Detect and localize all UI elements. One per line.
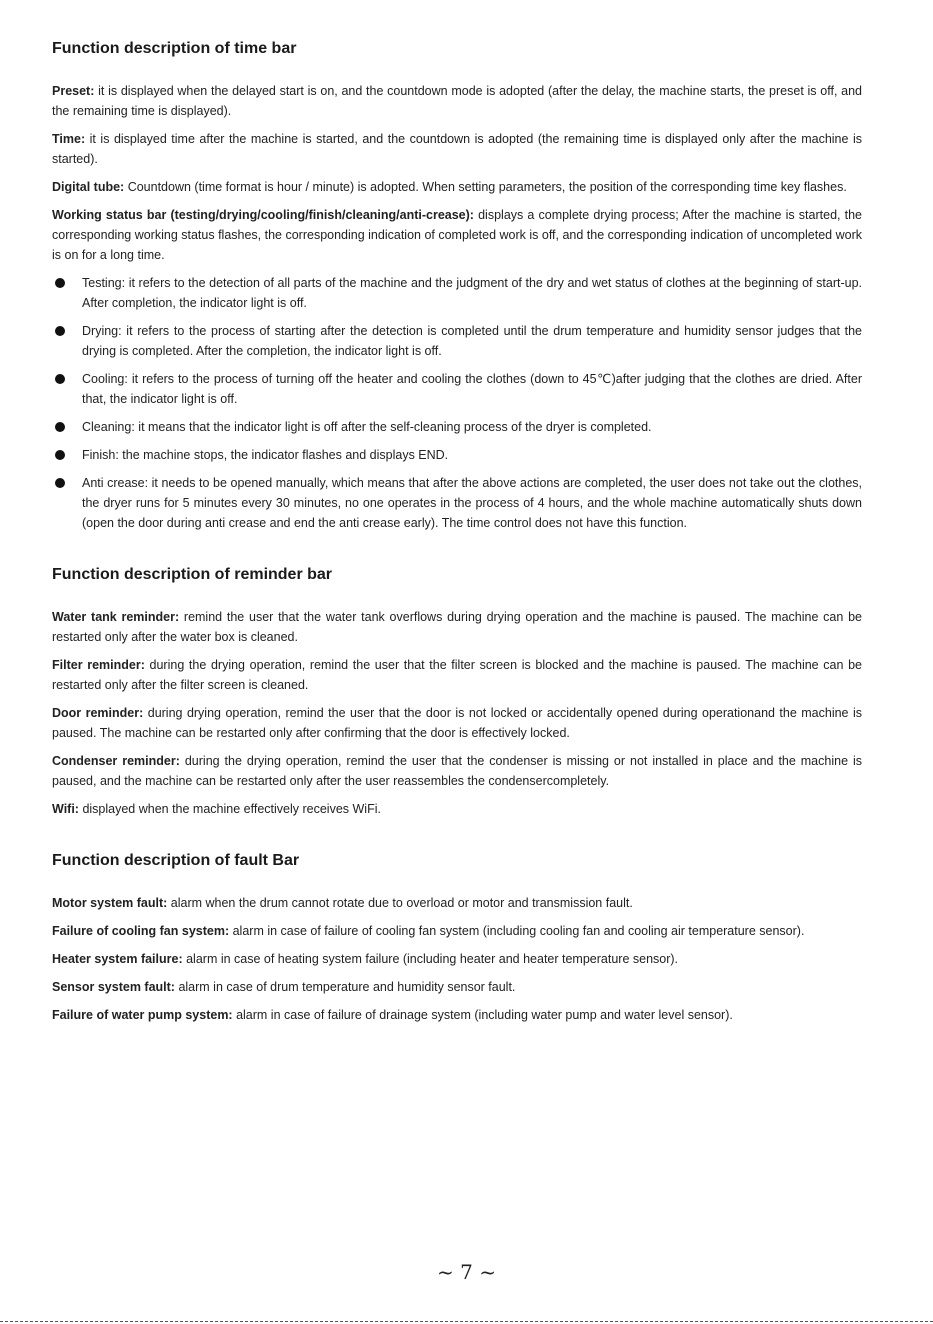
list-item-text: Cooling: it refers to the process of turning off the heater and cooling the clothes (down to 45℃)after judging that the clothes are dried. After that, the indicator light is off. — [82, 372, 862, 406]
heater-fault — [52, 949, 862, 969]
bullet-icon — [55, 278, 65, 288]
heater-fault-text: alarm in case of heating system failure (including heater and heater temperature sensor). — [182, 952, 679, 966]
list-item-text: Drying: it refers to the process of starting after the detection is completed until the drum temperature and humidity sensor judges that the drying is completed. After the completion, the indicator light is off. — [82, 324, 862, 358]
digital-tube-label: Digital tube: — [52, 180, 125, 194]
filter-label: Filter reminder: — [52, 658, 145, 672]
bullet-icon — [55, 374, 65, 384]
digital-tube-text: Countdown (time format is hour / minute) is adopted. When setting parameters, the position of the corresponding time key flashes. — [124, 180, 847, 194]
time-description — [52, 129, 862, 169]
working-status-label: Working status bar (testing/drying/cooling/finish/cleaning/anti-crease): — [52, 208, 474, 222]
time-bar-heading: Function description of time bar — [52, 40, 297, 57]
cooling-fan-fault-text: alarm in case of failure of cooling fan system (including cooling fan and cooling air temperature sensor). — [229, 924, 805, 938]
wifi-text: displayed when the machine effectively receives WiFi. — [78, 802, 381, 816]
door-label: Door reminder: — [52, 706, 144, 720]
sensor-fault — [52, 977, 862, 997]
list-item-text: Finish: the machine stops, the indicator flashes and displays END. — [82, 448, 449, 462]
water-tank-label: Water tank reminder: — [52, 610, 180, 624]
reminder-bar-section — [52, 564, 862, 819]
motor-fault-text: alarm when the drum cannot rotate due to overload or motor and transmission fault. — [167, 896, 633, 910]
condenser-text: during the drying operation, remind the user that the condenser is missing or not installed in place and the machine is paused, and the machine can be restarted only after the user reassembles the condensercompletely. — [52, 754, 862, 788]
list-item-anti-crease — [52, 473, 862, 533]
time-label: Time: — [52, 132, 86, 146]
fault-bar-section — [52, 850, 862, 1025]
working-status-text: displays a complete drying process; After the machine is started, the corresponding working status flashes, the corresponding indication of completed work is off, and the corresponding indication of uncompleted work is on for a long time. — [52, 208, 863, 262]
reminder-bar-heading: Function description of reminder bar — [52, 566, 333, 583]
bullet-icon — [55, 326, 65, 336]
filter-reminder — [52, 655, 862, 695]
bullet-icon — [55, 450, 65, 460]
list-item-cooling — [52, 369, 862, 409]
water-pump-fault-label: Failure of water pump system: — [52, 1008, 233, 1022]
list-item-text: Anti crease: it needs to be opened manually, which means that after the above actions are completed, the user does not take out the clothes, the dryer runs for 5 minutes every 30 minutes, no one operates in the process of 4 hours, and the whole machine automatically shuts down (open the door during anti crease and end the anti crease early). The time control does not have this function. — [82, 476, 862, 530]
water-tank-text: remind the user that the water tank overflows during drying operation and the machine is paused. The machine can be restarted only after the water box is cleaned. — [52, 610, 862, 644]
cooling-fan-fault-label: Failure of cooling fan system: — [52, 924, 230, 938]
bottom-divider — [0, 1321, 933, 1322]
filter-text: during the drying operation, remind the user that the filter screen is blocked and the machine is paused. The machine can be restarted only after the filter screen is cleaned. — [52, 658, 863, 692]
bullet-icon — [55, 478, 65, 488]
preset-description — [52, 81, 862, 121]
time-text: it is displayed time after the machine is started, and the countdown is adopted (the remaining time is displayed only after the machine is started). — [52, 132, 862, 166]
list-item-drying — [52, 321, 862, 361]
list-item-finish — [52, 445, 862, 465]
door-text: during drying operation, remind the user that the door is not locked or accidentally opened during operationand the machine is paused. The machine can be restarted only after confirming that the door is effectively locked. — [52, 706, 862, 740]
door-reminder — [52, 703, 862, 743]
working-status-list — [52, 273, 862, 533]
water-tank-reminder — [52, 607, 862, 647]
wifi-reminder — [52, 799, 862, 819]
preset-label: Preset: — [52, 84, 95, 98]
list-item-text: Testing: it refers to the detection of all parts of the machine and the judgment of the dry and wet status of clothes at the beginning of start-up. After completion, the indicator light is off. — [82, 276, 862, 310]
list-item-testing — [52, 273, 862, 313]
page-number: ~ 7 ~ — [437, 1260, 496, 1284]
list-item-text: Cleaning: it means that the indicator light is off after the self-cleaning process of the dryer is completed. — [82, 420, 652, 434]
digital-tube-description — [52, 177, 862, 197]
sensor-fault-label: Sensor system fault: — [52, 980, 175, 994]
condenser-reminder — [52, 751, 862, 791]
motor-fault — [52, 893, 862, 913]
cooling-fan-fault — [52, 921, 862, 941]
preset-text: it is displayed when the delayed start is on, and the countdown mode is adopted (after the delay, the machine starts, the preset is off, and the remaining time is displayed). — [52, 84, 862, 118]
list-item-cleaning — [52, 417, 862, 437]
water-pump-fault-text: alarm in case of failure of drainage system (including water pump and water level sensor). — [232, 1008, 733, 1022]
heater-fault-label: Heater system failure: — [52, 952, 183, 966]
sensor-fault-text: alarm in case of drum temperature and humidity sensor fault. — [174, 980, 516, 994]
bullet-icon — [55, 422, 65, 432]
water-pump-fault — [52, 1005, 862, 1025]
document-page — [52, 38, 862, 1033]
wifi-label: Wifi: — [52, 802, 79, 816]
motor-fault-label: Motor system fault: — [52, 896, 168, 910]
fault-bar-heading: Function description of fault Bar — [52, 852, 300, 869]
time-bar-section — [52, 38, 862, 533]
working-status-description — [52, 205, 862, 265]
condenser-label: Condenser reminder: — [52, 754, 180, 768]
